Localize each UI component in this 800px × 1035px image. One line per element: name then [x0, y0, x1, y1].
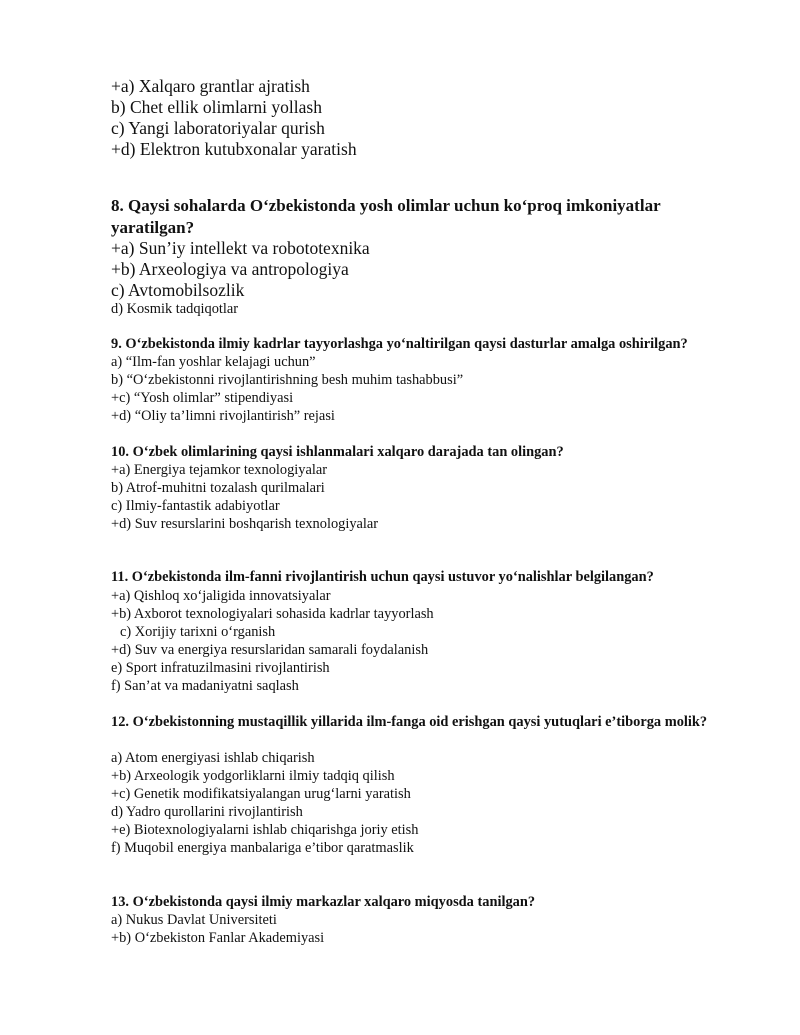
answer-option: d) Yadro qurollarini rivojlantirish: [111, 804, 303, 820]
answer-option: a) Nukus Davlat Universiteti: [111, 912, 277, 928]
answer-option: a) Atom energiyasi ishlab chiqarish: [111, 750, 315, 766]
answer-option: +b) O‘zbekiston Fanlar Akademiyasi: [111, 930, 325, 946]
question-heading: 10. O‘zbek olimlarining qaysi ishlanmalari xalqaro darajada tan olingan?: [111, 444, 564, 460]
answer-option: f) San’at va madaniyatni saqlash: [111, 678, 299, 694]
answer-option: +e) Biotexnologiyalarni ishlab chiqarishga joriy etish: [111, 822, 419, 838]
question-heading: 8. Qaysi sohalarda O‘zbekistonda yosh olimlar uchun ko‘proq imkoniyatlar yaratilgan?: [111, 196, 661, 237]
question-heading: 12. O‘zbekistonning mustaqillik yillarida ilm-fanga oid erishgan qaysi yutuqlari e’tiborga molik?: [111, 714, 708, 730]
answer-option: c) Avtomobilsozlik: [111, 280, 245, 300]
answer-option: +a) Xalqaro grantlar ajratish: [111, 76, 310, 96]
answer-option: +b) Arxeologik yodgorliklarni ilmiy tadqiq qilish: [111, 768, 395, 784]
answer-option: +d) “Oliy ta’limni rivojlantirish” rejasi: [111, 408, 335, 424]
answer-option: b) Atrof-muhitni tozalash qurilmalari: [111, 480, 325, 496]
answer-option: f) Muqobil energiya manbalariga e’tibor qaratmaslik: [111, 840, 414, 856]
question-heading: 9. O‘zbekistonda ilmiy kadrlar tayyorlashga yo‘naltirilgan qaysi dasturlar amalga oshirilgan?: [111, 336, 688, 352]
answer-option: +c) “Yosh olimlar” stipendiyasi: [111, 390, 294, 406]
answer-option: d) Kosmik tadqiqotlar: [111, 301, 239, 317]
answer-option: +d) Suv resurslarini boshqarish texnologiyalar: [111, 516, 379, 532]
answer-option: b) “O‘zbekistonni rivojlantirishning besh muhim tashabbusi”: [111, 372, 464, 388]
answer-option: +a) Qishloq xo‘jaligida innovatsiyalar: [111, 588, 331, 604]
question-heading: 11. O‘zbekistonda ilm-fanni rivojlantirish uchun qaysi ustuvor yo‘nalishlar belgilangan?: [111, 569, 654, 585]
answer-option: c) Xorijiy tarixni o‘rganish: [120, 624, 276, 640]
answer-option: +d) Suv va energiya resurslaridan samarali foydalanish: [111, 642, 429, 658]
answer-option: e) Sport infratuzilmasini rivojlantirish: [111, 660, 330, 676]
answer-option: +b) Arxeologiya va antropologiya: [111, 259, 349, 279]
answer-option: +d) Elektron kutubxonalar yaratish: [111, 139, 357, 159]
answer-option: +a) Sun’iy intellekt va robototexnika: [111, 238, 370, 258]
answer-option: b) Chet ellik olimlarni yollash: [111, 97, 322, 117]
answer-option: c) Yangi laboratoriyalar qurish: [111, 118, 325, 138]
answer-option: +c) Genetik modifikatsiyalangan urug‘larni yaratish: [111, 786, 411, 802]
answer-option: +a) Energiya tejamkor texnologiyalar: [111, 462, 328, 478]
answer-option: c) Ilmiy-fantastik adabiyotlar: [111, 498, 280, 514]
answer-option: a) “Ilm-fan yoshlar kelajagi uchun”: [111, 354, 316, 370]
answer-option: +b) Axborot texnologiyalari sohasida kadrlar tayyorlash: [111, 606, 434, 622]
question-heading: 13. O‘zbekistonda qaysi ilmiy markazlar xalqaro miqyosda tanilgan?: [111, 894, 536, 910]
